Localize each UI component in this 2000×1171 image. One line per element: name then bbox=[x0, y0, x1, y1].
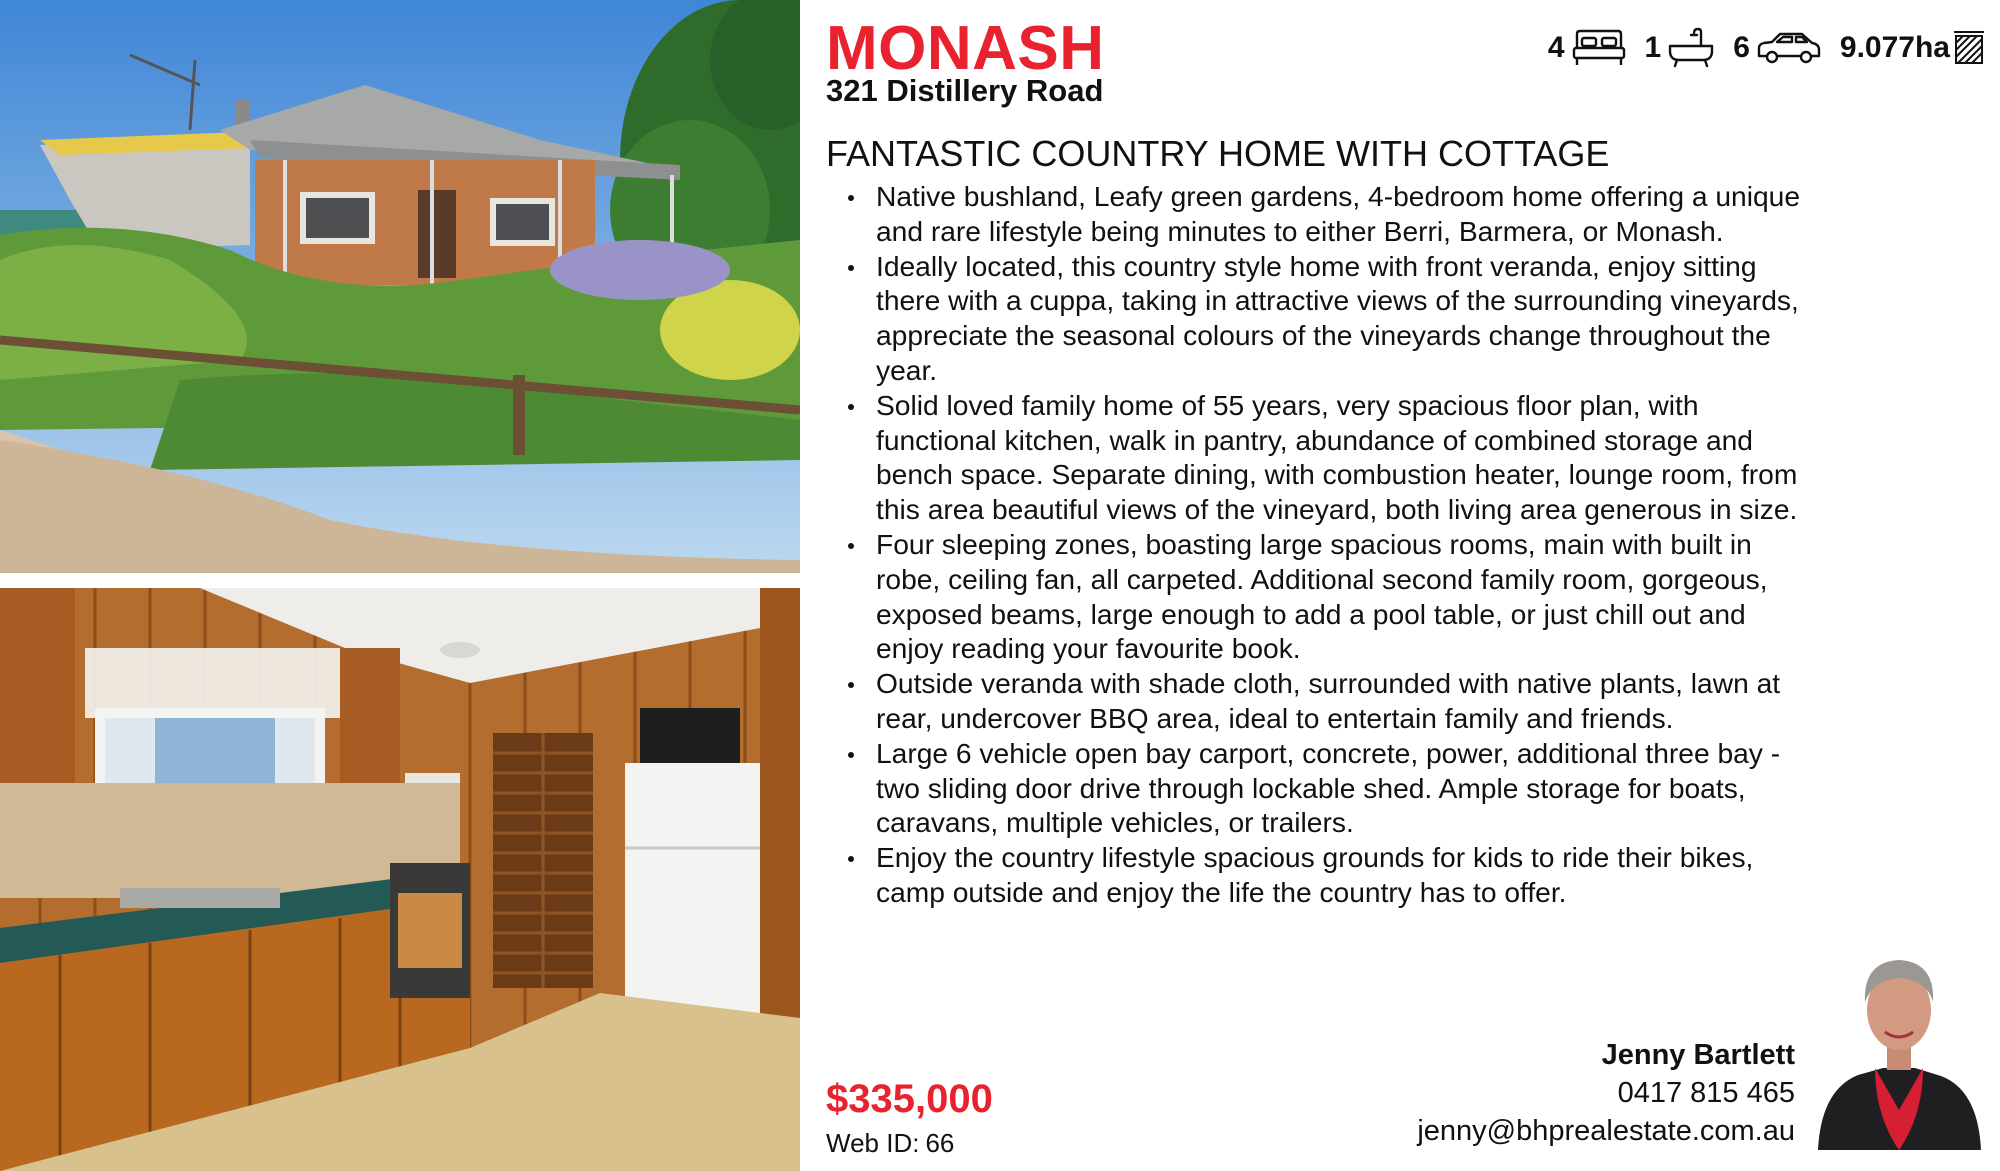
suburb-title: MONASH bbox=[826, 14, 1105, 83]
property-features bbox=[1530, 26, 1986, 70]
listing-headline: FANTASTIC COUNTRY HOME WITH COTTAGE bbox=[826, 133, 1610, 174]
car-icon bbox=[1756, 30, 1822, 66]
house-exterior-photo bbox=[0, 0, 800, 573]
web-id-label: Web ID: bbox=[826, 1128, 920, 1158]
land-icon bbox=[1952, 30, 1986, 66]
car-spaces-count: 6 bbox=[1733, 31, 1750, 64]
bathrooms-count: 1 bbox=[1644, 31, 1662, 64]
agent-name: Jenny Bartlett bbox=[1601, 1039, 1795, 1071]
bed-icon bbox=[1571, 28, 1627, 68]
web-id bbox=[826, 1128, 954, 1159]
agent-contact bbox=[1417, 1036, 1795, 1150]
list-item: Outside veranda with shade cloth, surrounded with native plants, lawn at rear, undercover BBQ area, ideal to entertain family and friends. bbox=[826, 666, 1816, 736]
list-item: Four sleeping zones, boasting large spacious rooms, main with built in robe, ceiling fan, all carpeted. Additional second family room, gorgeous, exposed beams, large enough to add a pool table, or just chill out and enjoy reading your favourite book. bbox=[826, 527, 1816, 666]
list-item: Ideally located, this country style home with front veranda, enjoy sitting there with a cuppa, taking in attractive views of the surrounding vineyards, appreciate the seasonal colours of the vineyards change throughout the year. bbox=[826, 249, 1816, 388]
car-feature bbox=[1733, 30, 1822, 66]
land-size: 9.077ha bbox=[1839, 31, 1950, 64]
list-item: Solid loved family home of 55 years, very spacious floor plan, with functional kitchen, walk in pantry, abundance of combined storage and bench space. Separate dining, with combustion heater, lounge room, from this area beautiful views of the vineyard, both living area generous in size. bbox=[826, 388, 1816, 527]
land-feature bbox=[1840, 30, 1986, 66]
list-item: Native bushland, Leafy green gardens, 4-bedroom home offering a unique and rare lifestyle being minutes to either Berri, Barmera, or Monash. bbox=[826, 179, 1816, 249]
bedrooms-feature bbox=[1548, 28, 1627, 68]
avatar bbox=[1813, 940, 1985, 1150]
bathrooms-feature bbox=[1645, 26, 1716, 70]
agent-email[interactable]: jenny@bhprealestate.com.au bbox=[1417, 1115, 1795, 1147]
agent-phone[interactable]: 0417 815 465 bbox=[1617, 1077, 1795, 1109]
list-item: Enjoy the country lifestyle spacious grounds for kids to ride their bikes, camp outside and enjoy the life the country has to offer. bbox=[826, 840, 1816, 910]
list-item: Large 6 vehicle open bay carport, concrete, power, additional three bay -two sliding door drive through lockable shed. Ample storage for boats, caravans, multiple vehicles, or trailers. bbox=[826, 736, 1816, 840]
price: $335,000 bbox=[826, 1077, 993, 1121]
feature-bullet-list bbox=[826, 179, 1816, 910]
web-id-value: 66 bbox=[925, 1128, 955, 1158]
bath-icon bbox=[1667, 26, 1715, 70]
kitchen-photo bbox=[0, 588, 800, 1171]
property-address: 321 Distillery Road bbox=[826, 73, 1104, 108]
bedrooms-count: 4 bbox=[1547, 31, 1565, 64]
